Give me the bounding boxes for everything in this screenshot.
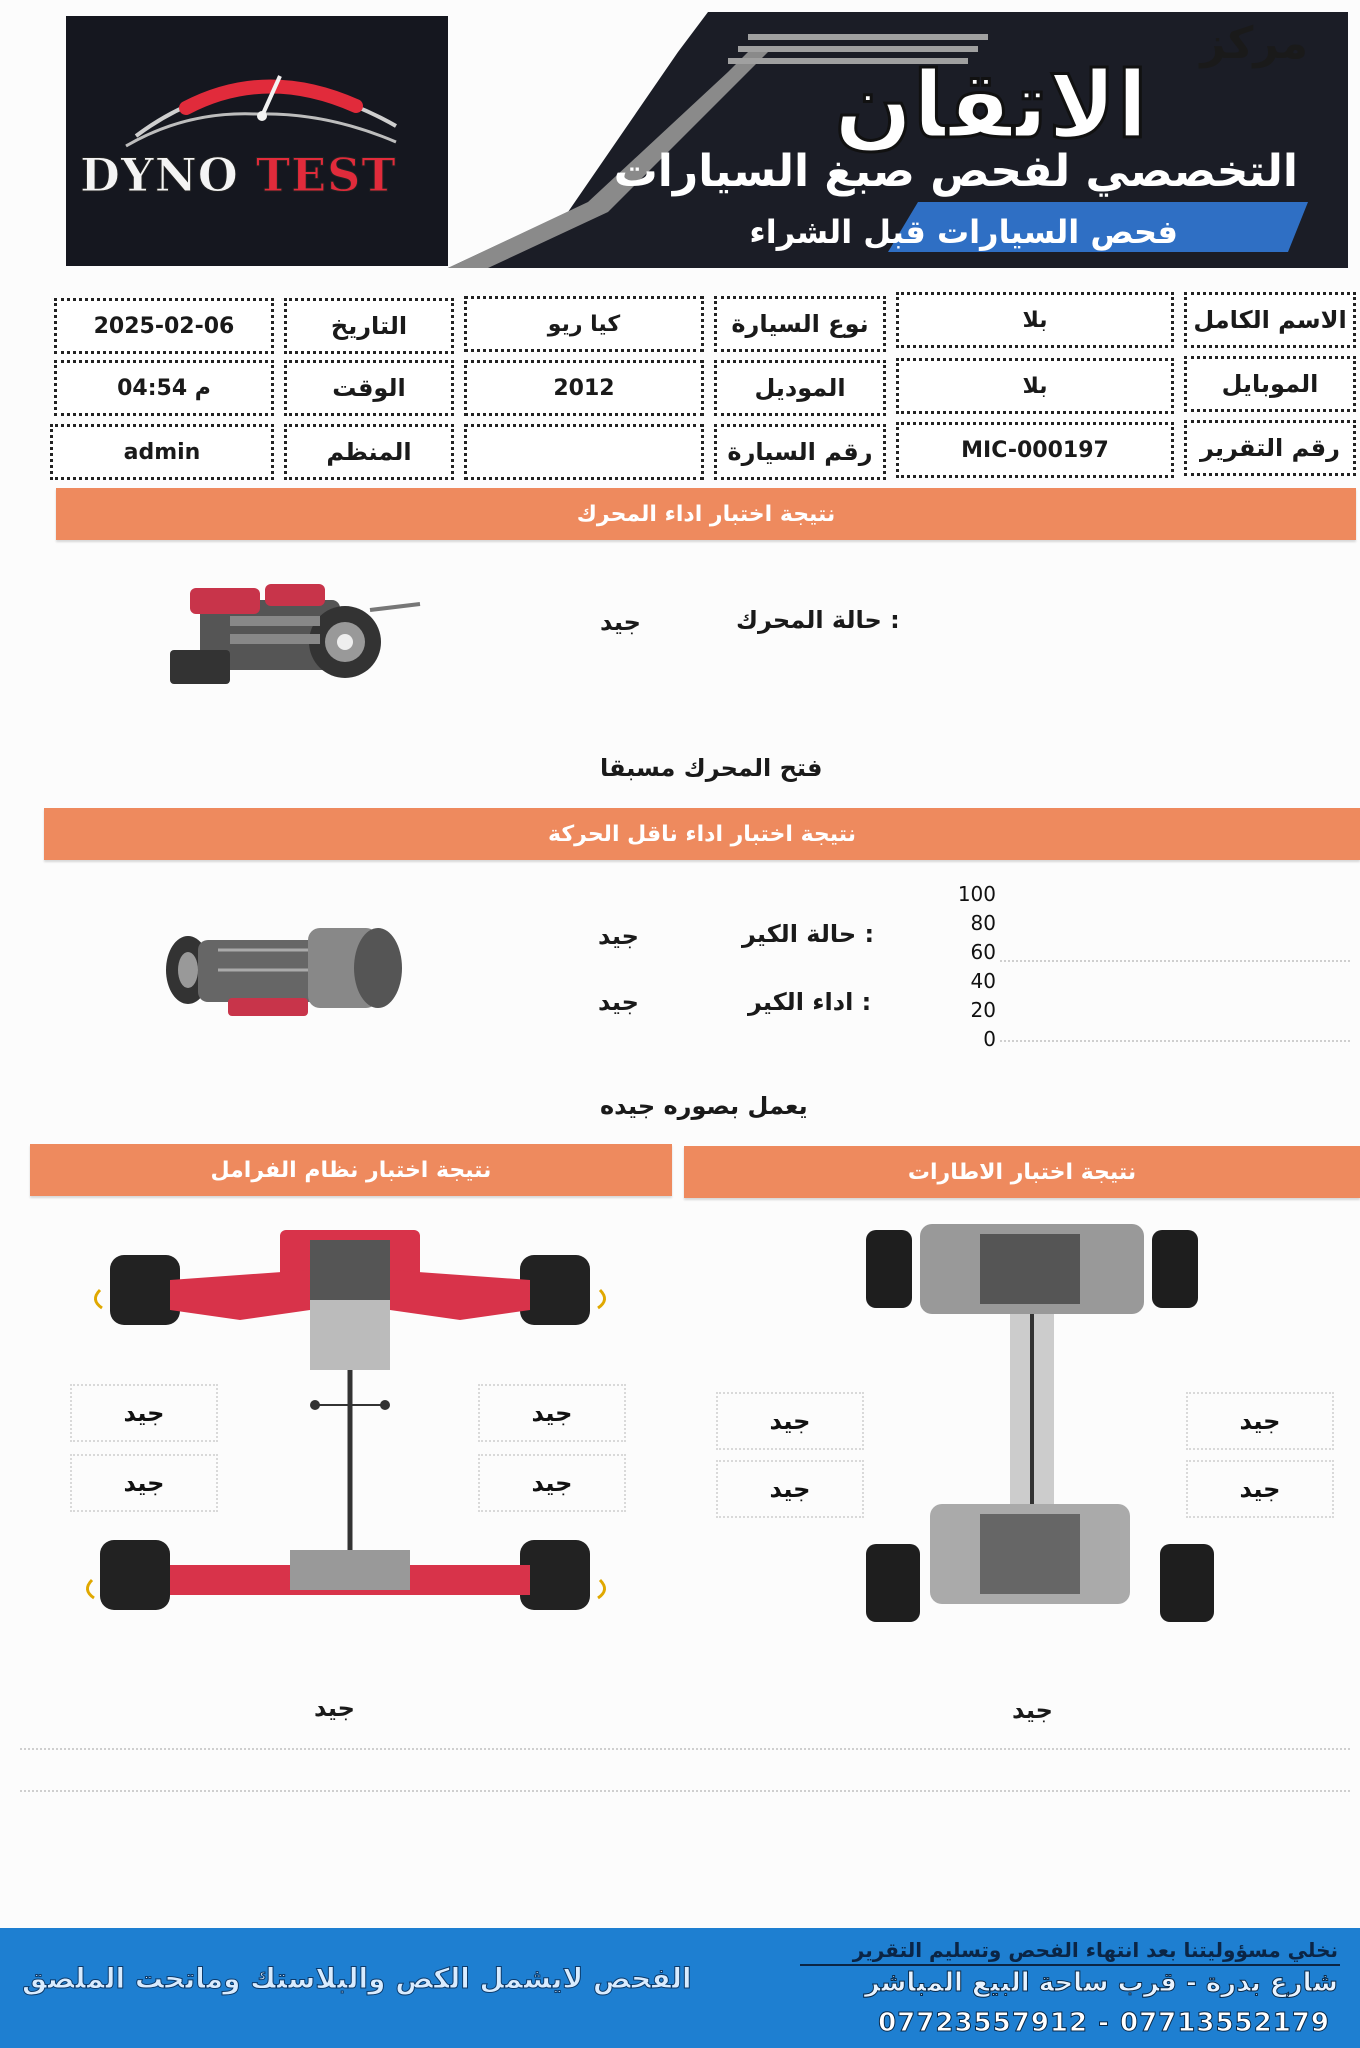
- brake-right-rear: جيد: [478, 1454, 626, 1512]
- tire-left-rear: جيد: [716, 1460, 864, 1518]
- tire-right-front: جيد: [1186, 1392, 1334, 1450]
- brake-left-front: جيد: [70, 1384, 218, 1442]
- car-type-label: نوع السيارة: [714, 296, 886, 352]
- model-value: 2012: [464, 360, 704, 416]
- footer-address: شارع بدرة - قرب ساحة البيع المباشر: [864, 1968, 1338, 1998]
- organizer-value: admin: [50, 424, 274, 480]
- report-header: [66, 12, 1348, 268]
- footer-separator: [800, 1964, 1340, 1966]
- gear-status-label: حالة الكير :: [742, 920, 875, 948]
- footer-phones: 07723557912 - 07713552179: [878, 2008, 1330, 2038]
- model-label: الموديل: [714, 360, 886, 416]
- scale-tick: 100: [957, 882, 996, 906]
- tagline: التخصصي لفحص صبغ السيارات: [613, 146, 1298, 197]
- report-number-value: MIC-000197: [896, 422, 1174, 478]
- engine-icon: [170, 580, 425, 700]
- transmission-icon: [158, 910, 408, 1022]
- gear-status-value: جيد: [598, 922, 639, 950]
- footer-responsibility: نخلي مسؤوليتنا بعد انتهاء الفحص وتسليم التقرير: [852, 1938, 1338, 1962]
- mobile-value: بلا: [896, 358, 1174, 414]
- organizer-label: المنظم: [284, 424, 454, 480]
- scale-tick: 80: [970, 911, 996, 935]
- tires-overall-value: جيد: [1012, 1696, 1053, 1724]
- dyno-test-logo: [66, 16, 448, 266]
- transmission-note: يعمل بصوره جيده: [600, 1092, 808, 1120]
- full-name-value: بلا: [896, 292, 1174, 348]
- tire-left-front: جيد: [716, 1392, 864, 1450]
- tires-section-title: نتيجة اختبار الاطارات: [684, 1146, 1360, 1198]
- chart-gridline: [1000, 1040, 1350, 1042]
- scale-tick: 60: [970, 940, 996, 964]
- brand-name: الاتقان: [834, 52, 1148, 159]
- full-name-label: الاسم الكامل: [1184, 292, 1356, 348]
- plate-number-value: [464, 424, 704, 480]
- brake-left-rear: جيد: [70, 1454, 218, 1512]
- gear-performance-value: جيد: [598, 988, 639, 1016]
- engine-status-label: حالة المحرك :: [736, 606, 900, 634]
- report-number-label: رقم التقرير: [1184, 420, 1356, 476]
- footer-disclaimer: الفحص لايشمل الكص والبلاستك وماتحت الملصق: [22, 1962, 692, 1995]
- sub-tagline: فحص السيارات قبل الشراء: [749, 213, 1178, 251]
- tire-right-rear: جيد: [1186, 1460, 1334, 1518]
- time-value: 04:54 م: [54, 360, 274, 416]
- car-speedometer-icon: [66, 16, 448, 266]
- report-footer: [0, 1928, 1360, 2048]
- center-word: مركز: [1200, 18, 1308, 69]
- chassis-tires-diagram: [860, 1214, 1220, 1634]
- engine-note: فتح المحرك مسبقا: [600, 754, 823, 782]
- brakes-overall-value: جيد: [314, 1694, 355, 1722]
- engine-section-title: نتيجة اختبار اداء المحرك: [56, 488, 1356, 540]
- mobile-label: الموبايل: [1184, 356, 1356, 412]
- time-label: الوقت: [284, 360, 454, 416]
- date-value: 2025-02-06: [54, 298, 274, 354]
- car-type-value: كيا ريو: [464, 296, 704, 352]
- transmission-section-title: نتيجة اختبار اداء ناقل الحركة: [44, 808, 1360, 860]
- logo-wordmark: DYNO TEST: [80, 148, 397, 202]
- plate-number-label: رقم السيارة: [714, 424, 886, 480]
- engine-status-value: جيد: [600, 608, 641, 636]
- scale-tick: 0: [983, 1027, 996, 1051]
- divider: [20, 1748, 1350, 1750]
- brakes-section-title: نتيجة اختبار نظام الفرامل: [30, 1144, 672, 1196]
- brake-right-front: جيد: [478, 1384, 626, 1442]
- header-banner: [448, 12, 1348, 268]
- date-label: التاريخ: [284, 298, 454, 354]
- scale-tick: 20: [970, 998, 996, 1022]
- scale-tick: 40: [970, 969, 996, 993]
- divider: [20, 1790, 1350, 1792]
- gear-performance-label: اداء الكير :: [748, 988, 872, 1016]
- chart-gridline: [1000, 960, 1350, 962]
